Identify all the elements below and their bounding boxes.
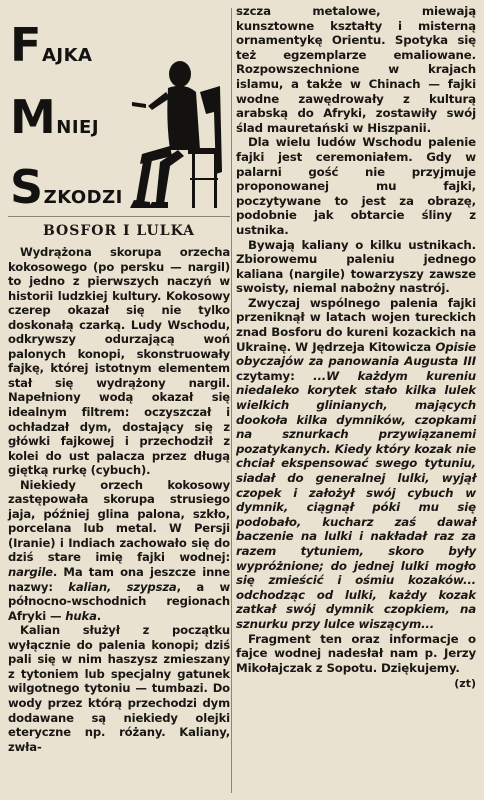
text-run: , a w północno-wschodnich regionach Afryki — [8, 579, 231, 623]
author-signature: (zt) [454, 677, 476, 691]
masthead-line-3 [10, 160, 123, 214]
masthead-cap-2: M [10, 90, 57, 144]
paragraph-right-3: Bywają kaliany o kilku ustnikach. Zbiorowemu paleniu jednego kaliana (nargile) towarzyszy zawsze swoisty, niemal nabożny nastrój. [236, 237, 476, 296]
masthead-line-2 [10, 90, 100, 144]
paragraph-left-2 [8, 478, 230, 623]
italic-term: huka [65, 608, 97, 623]
paragraph-right-5: Fragment ten oraz informacje o fajce wodnej nadesłał nam p. Jerzy Mikołajczak z Sopotu. Dziękujemy. [236, 631, 476, 675]
smoker-silhouette-illustration [122, 52, 226, 212]
column-masthead [8, 4, 230, 217]
masthead-rest-1: AJKA [41, 45, 93, 66]
italic-term: kalian, szypsza [68, 579, 177, 594]
paragraph-right-1: szcza metalowe, miewają kunsztowne kształty i misterną ornamentykę Orientu. Spotyka się też egzemplarze emaliowane. Rozpowszechnione w krajach islamu, a także w Chinach — fajki wodne zawędrowały z kulturą arabską do Afryki, zostawiły swój ślad mauretański w Hiszpanii. [236, 4, 476, 135]
masthead-line-1 [10, 18, 93, 72]
paragraph-right-4 [236, 296, 476, 632]
italic-quote: ...W każdym kureniu niedaleko korytek stało kilka lulek wielkich glinianych, mających dookoła kilka dymników, czopkami na sznurkach przywiązanemi pozatykanych. Kiedy który kozak nie chciał ekspensować swego tytuniu, siadał do generalnej lulki, wyjął czopek i założył swój cybuch w dymnik, ciągnął póki mu się podobało, kucharz zaś dawał baczenie na lulki i nakładał raz za razem tytuniem, skoro były wypróżnione; do jednej lulki mogło się zmieścić i ośmiu kozaków... odchodząc od lulki, każdy kozak zatkał swój dymnik czopkiem, na sznurku przy lulce wiszącym... [236, 368, 477, 631]
article-title: BOSFOR I LULKA [42, 223, 196, 239]
text-run: . Ma tam ona jeszcze inne nazwy: [8, 565, 230, 594]
paragraph-left-3: Kalian służył z początku wyłącznie do palenia konopi; dziś pali się w nim haszysz zmieszany z tytoniem lub specjalny gatunek wilgotnego tytoniu — tumbazi. Do wody przez którą przechodzi dym dodawane są niekiedy olejki eteryczne np. różany. Kaliany, zwła- [8, 623, 230, 754]
column-divider [231, 8, 232, 793]
masthead-rest-2: NIEJ [56, 117, 100, 138]
text-run: . [96, 608, 102, 623]
text-run: Niekiedy orzech kokosowy zastępowała skorupa strusiego jaja, później glina palona, szkło, porcelana lub metal. W Persji (Iranie) i Indiach zachowało się do dziś stare imię fajki wodnej: [8, 477, 230, 565]
text-run: Zwyczaj wspólnego palenia fajki przeniknął w latach wojen tureckich znad Bosforu do kureni kozackich na Ukrainę. W Jędrzeja Kitowicza [236, 295, 476, 354]
masthead-rest-3: ZKODZI [43, 187, 123, 208]
italic-term: nargile [8, 565, 53, 580]
text-run: czytamy: [236, 368, 314, 383]
paragraph-right-2: Dla wielu ludów Wschodu palenie fajki jest ceremoniałem. Gdy w palarni gość nie przyjmuje proponowanej mu fajki, poczytywane to jest za obrazę, podobnie jak obtarcie śliny z ustnika. [236, 135, 476, 237]
left-column [8, 4, 230, 754]
right-column [236, 4, 476, 690]
masthead-cap-3: S [10, 160, 44, 214]
masthead-cap-1: F [10, 18, 42, 72]
italic-title: Opisie obyczajów za panowania Augusta III [236, 339, 476, 369]
paragraph-left-1: Wydrążona skorupa orzecha kokosowego (po persku — nargil) to jedno z pierwszych naczyń w historii ludzkiej kultury. Kokosowy czerep okazał się nie tylko doskonałą czarką. Ludy Wschodu, odkrywszy odurzającą woń palonych konopi, skonstruowały fajkę, której istotnym elementem stał się wydrążony nargil. Napełniony wodą okazał się idealnym filtrem: oczyszczał i ochładzał dym, dostający się z główki fajkowej i przechodził z kolei do ust palacza przez długą giętką rurkę (cybuch). [8, 245, 230, 478]
